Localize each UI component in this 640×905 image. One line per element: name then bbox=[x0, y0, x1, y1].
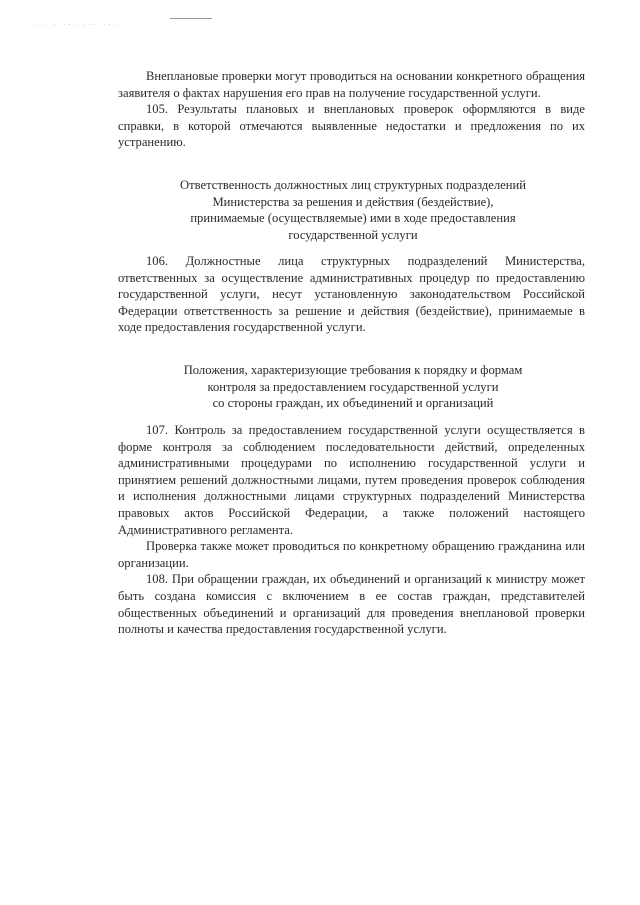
heading-line: Министерства за решения и действия (бездействие), bbox=[212, 194, 494, 209]
section-heading-citizen-control bbox=[148, 362, 558, 412]
paragraph-group-3 bbox=[118, 422, 585, 638]
paragraph-group-2 bbox=[118, 253, 585, 336]
scan-artifact-dots: . . . ... ... ... bbox=[34, 20, 119, 27]
heading-line: Положения, характеризующие требования к порядку и формам bbox=[183, 363, 523, 377]
paragraph-106: 106. Должностные лица структурных подразделений Министерства, ответственных за осуществление административных процедур по предоставлению государственной услуги, несут установленную законодательством Российской Федерации ответственность за решение и действия (бездействие), принимаемые в ходе предоставления государственной услуги. bbox=[118, 254, 585, 335]
paragraph-107: 107. Контроль за предоставлением государственной услуги осуществляется в форме контроля за соблюдением последовательности действий, определенных административными процедурами по исполнению государственной услуги и принятием решений должностными лицами, путем проведения проверок соблюдения и исполнения должностными лицами структурных подразделений Министерства правовых актов Российской Федерации, а также положений настоящего Административного регламента. bbox=[118, 423, 585, 537]
heading-line: Ответственность должностных лиц структурных подразделений bbox=[180, 178, 526, 192]
heading-line: со стороны граждан, их объединений и организаций bbox=[212, 396, 494, 411]
heading-line: контроля за предоставлением государственной услуги bbox=[207, 379, 499, 394]
paragraph-unscheduled-inspections: Внеплановые проверки могут проводиться на основании конкретного обращения заявителя о фактах нарушения его прав на получение государственной услуги. bbox=[118, 69, 585, 100]
paragraph-108: 108. При обращении граждан, их объединений и организаций к министру может быть создана комиссия с включением в ее состав граждан, представителей общественных объединений и организаций для проведения внеплановой проверки полноты и качества предоставления государственной услуги. bbox=[118, 572, 585, 637]
scan-artifact-line bbox=[170, 18, 212, 19]
paragraph-group-1 bbox=[118, 68, 585, 151]
heading-line: государственной услуги bbox=[288, 227, 418, 242]
heading-line: принимаемые (осуществляемые) ими в ходе предоставления bbox=[190, 211, 516, 226]
paragraph-inspection-by-request: Проверка также может проводиться по конкретному обращению гражданина или организации. bbox=[118, 539, 585, 570]
paragraph-105: 105. Результаты плановых и внеплановых проверок оформляются в виде справки, в которой отмечаются выявленные недостатки и предложения по их устранению. bbox=[118, 102, 585, 150]
section-heading-responsibility bbox=[148, 177, 558, 243]
